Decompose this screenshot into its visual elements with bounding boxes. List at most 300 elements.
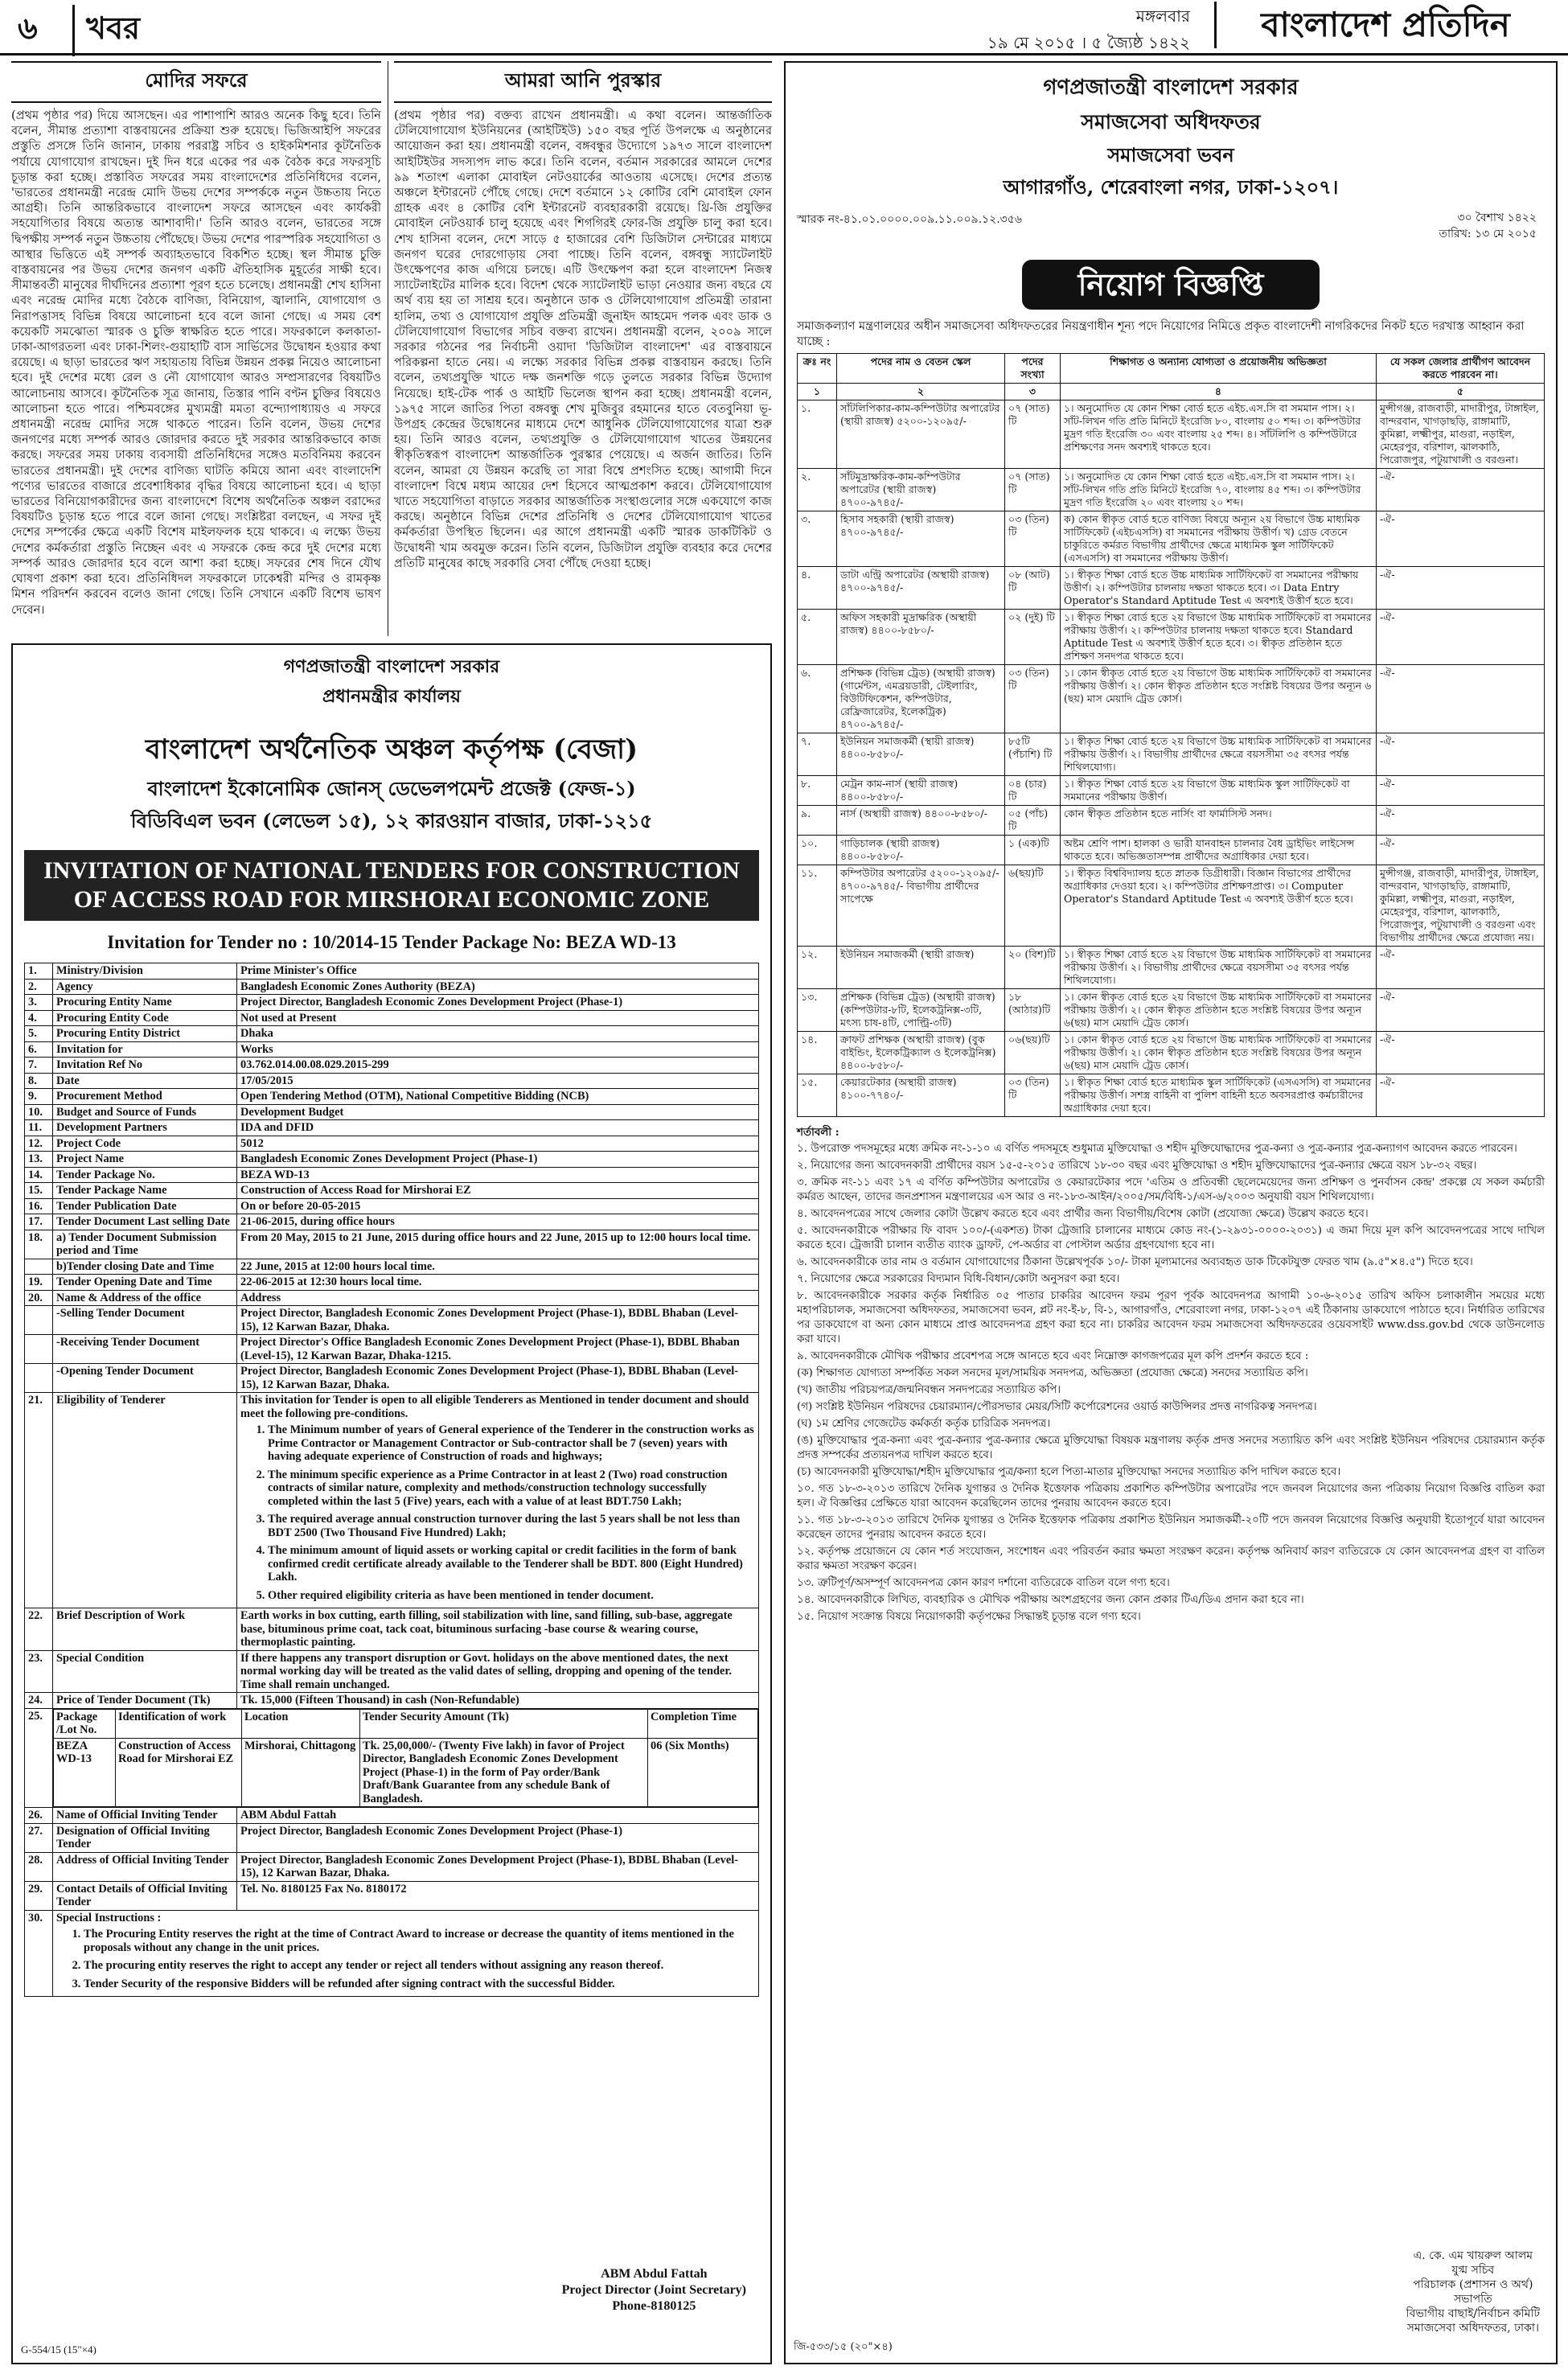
row-value: Works (237, 1041, 759, 1058)
row-value: Project Director's Office Bangladesh Economic Zones Development Project (Phase-1), BDBL Bhaban (Level-15), 12 Karwan Bazar, Dhaka-1215. (237, 1335, 759, 1364)
special-instruction: 1. The Procuring Entity reserves the right at the time of Contract Award to increase or decrease the quantity of items mentioned in the proposals without any change in the unit prices. (84, 1928, 755, 1954)
eligibility-conditions (268, 1423, 755, 1602)
vacancy-cell-post: প্রশিক্ষক (বিভিন্ন ট্রেড) (অস্থায়ী রাজস্ব) (কম্পিউটার-৮টি, ইলেকট্রনিক্স-৩টি, মৎস্য চাষ-৪টি, পোল্ট্রি-৩টি) (837, 989, 1005, 1032)
row-number: 3. (25, 995, 53, 1011)
tender-project: বাংলাদেশ ইকোনোমিক জোনস্ ডেভেলপমেন্ট প্রজেক্ট (ফেজ-১) (147, 777, 636, 800)
row-number: 27. (25, 1823, 53, 1852)
notice-terms (797, 1125, 1545, 1624)
signature-line: যুগ্ম সচিব (1451, 2264, 1495, 2277)
row-value: Construction of Access Road for Mirshorai EZ (237, 1183, 759, 1199)
table-row (25, 1089, 759, 1105)
row-number: 8. (25, 1073, 53, 1089)
eligibility-condition: 3. The required average annual construction turnover during the last 5 years shall be not less than BDT 2500 (Two Thousand Five Hundred) Lakh; (268, 1513, 755, 1539)
header-day: মঙ্গলবার (1135, 6, 1190, 26)
vacancy-cell-dist: -ঐ- (1377, 567, 1545, 610)
term-item: ১৫. নিয়োগ সংক্রান্ত বিষয়ে নিয়োগকারী কর্তৃপক্ষের সিদ্ধান্তই চূড়ান্ত বলে গণ্য হবে। (797, 1611, 1141, 1623)
term-item: ৬. আবেদনকারীকে তার নাম ও বর্তমান যোগাযোগের ঠিকানা উল্লেখপূর্বক ১০/- টাকা মূল্যমানের অব্যবহৃত ডাক টিকেটযুক্ত ফেরত খাম (৯.৫"×৪.৫") দিতে হবে। (797, 1256, 1473, 1268)
vacancy-cell-n: ১১. (798, 865, 837, 947)
article-modi (11, 61, 381, 636)
term-item: ১১. গত ১৮-৩-২০১৩ তারিখে দৈনিক যুগান্তর ও দৈনিক ইত্তেফাক পত্রিকায় প্রকাশিত ইউনিয়ন সমাজকর্মী-২০টি পদে জনবল নিয়োগের বিজ্ঞপ্তি অনুযায়ী ইতোপূর্বে যারা আবেদন করেছেন তাদের পুনরায় আবেদন করতে হবে। (797, 1514, 1545, 1541)
row-value: Project Director, Bangladesh Economic Zones Development Project (Phase-1), BDBL Bhaban (Level-15), 12 Karwan Bazar, Dhaka. (237, 1306, 759, 1335)
term-item: (খ) জাতীয় পরিচয়পত্র/জন্মনিবন্ধন সনদপত্রের সত্যায়িত কপি। (797, 1384, 1061, 1396)
vacancy-cell-qual: ১। অনুমোদিত যে কোন শিক্ষা বোর্ড হতে এইচ.এস.সি বা সমমান পাস। ২। সাঁট-লিখন গতি প্রতি মিনিটে ইংরেজি ৭০, বাংলায় ৪৫ শব্দ। ৩। কম্পিউটার মুদ্রণ গতি ইংরেজি ২০ এবং বাংলায় ২০ শব্দ। (1061, 469, 1377, 511)
article-title: আমরা আনি পুরস্কার (394, 61, 772, 103)
term-item: ৪. আবেদনপত্রের সাথে জেলার কোটা উল্লেখ করতে হবে এবং প্রার্থীর জন্য বিভাগীয়/বিশেষ কোটা (প্রযোজ্য ক্ষেত্রে) উল্লেখ করতে হবে। (797, 1208, 1369, 1220)
row-label: Budget and Source of Funds (53, 1104, 237, 1120)
table-row: 30. Special Instructions : 1. The Procuring Entity reserves the right at the time of Contract Award to increase or decrease the quantity of items mentioned in the proposals without any change in the unit prices. 2. The procuring entity reserves the right to accept any tender or reject all tenders without assigning any reason thereof. 3. Tender Security of the responsive Bidders will be refunded after signing contract with the successful Bidder. (25, 1910, 759, 1997)
vacancy-cell-dist: -ঐ- (1377, 511, 1545, 567)
row-number: 11. (25, 1120, 53, 1136)
term-item: ১০. গত ১৮-৩-২০১৩ তারিখে দৈনিক যুগান্তর ও দৈনিক ইত্তেফাক পত্রিকায় প্রকাশিত কম্পিউটার অপারেটর পদে জনবল নিয়োগের জন্য পত্রিকায় নিয়োগ বিজ্ঞপ্তি বাতিল করা হল। ঐ বিজ্ঞপ্তির প্রেক্ষিতে যারা আবেদন করেছিলেন তাদের পুনরায় আবেদন করতে হবে। (797, 1483, 1545, 1509)
vacancy-cell-qual: অষ্টম শ্রেণি পাশ। হালকা ও ভারী যানবাহন চালনার বৈধ ড্রাইভিং লাইসেন্স থাকতে হবে। অভিজ্ঞতাসম্পন্ন প্রার্থীদের অগ্রাধিকার দেয়া হবে। (1061, 836, 1377, 865)
signature-line: সমাজসেবা অধিদফতর, ঢাকা। (1406, 2322, 1539, 2335)
row-label: b)Tender closing Date and Time (53, 1259, 237, 1275)
term-item: ১৩. ত্রুটিপূর্ণ/অসম্পূর্ণ আবেদনপত্র কোন কারণ দর্শানো ব্যতিরেকে বাতিল বলে গণ্য হবে। (797, 1577, 1170, 1589)
notice-intro: সমাজকল্যাণ মন্ত্রণালয়ের অধীন সমাজসেবা অধিদফতরের নিয়ন্ত্রণাধীন শূন্য পদে নিয়োগের নিমিত্তে প্রকৃত বাংলাদেশী নাগরিকদের নিকট হতে দরখাস্ত আহ্বান করা যাচ্ছে : (797, 320, 1525, 348)
row-label: Invitation for (53, 1041, 237, 1058)
row-label: Name & Address of the office (53, 1290, 237, 1306)
table-row (25, 1808, 759, 1824)
row-label: -Receiving Tender Document (53, 1335, 237, 1364)
row-number: 6. (25, 1041, 53, 1058)
table-row (798, 469, 1545, 511)
vacancy-cell-qual: ১। স্বীকৃত বিশ্ববিদ্যালয় হতে স্নাতক ডিগ্রীধারী। বিজ্ঞান বিভাগের প্রার্থীদের অগ্রাধিকার দেওয়া হবে। ২। কম্পিউটার প্রশিক্ষণপ্রাপ্ত। ৩। Computer Operator's Standard Aptitude Test এ অবশ্যই উত্তীর্ণ হতে হবে। (1061, 865, 1377, 947)
vacancy-cell-n: ১৩. (798, 989, 837, 1032)
table-row (25, 1058, 759, 1074)
vacancy-cell-post: কেয়ারটেকার (অস্থায়ী রাজস্ব) ৪১০০-৭৭৪০/- (837, 1074, 1005, 1117)
row-label: -Selling Tender Document (53, 1306, 237, 1335)
column-header: পদের নাম ও বেতন স্কেল (837, 354, 1005, 384)
tender-agency: বাংলাদেশ অর্থনৈতিক অঞ্চল কর্তৃপক্ষ (বেজা) (145, 733, 638, 766)
vacancy-cell-dist: মুন্সীগঞ্জ, রাজবাড়ী, মাদারীপুর, টাঙ্গাইল, বান্দরবান, খাগড়াছড়ি, রাঙ্গামাটি, কুমিল্লা, লক্ষ্মীপুর, মাগুরা, নড়াইল, মেহেরপুর, বরিশাল, ঝালকাঠি, পিরোজপুর, পটুয়াখালী ও বরগুনা এবং বিভাগীয় প্রার্থীদের ক্ষেত্রে প্রযোজ্য নয়। (1377, 865, 1545, 947)
table-row (25, 979, 759, 995)
row-number: 5. (25, 1026, 53, 1042)
column-header: শিক্ষাগত ও অন্যান্য যোগ্যতা ও প্রয়োজনীয় অভিজ্ঞতা (1061, 354, 1377, 384)
row-value: BEZA WD-13 (237, 1167, 759, 1183)
tender-invitation-line: Invitation for Tender no : 10/2014-15 Tender Package No: BEZA WD-13 (107, 932, 676, 952)
term-item: ২. নিয়োগের জন্য আবেদনকারী প্রার্থীদের বয়স ১৫-৫-২০১৫ তারিখে ১৮-৩০ বছর এবং মুক্তিযোদ্ধা ও শহীদ মুক্তিযোদ্ধাদের পুত্র-কন্যার ক্ষেত্রে বয়স ১৮-৩২ বছর। (797, 1160, 1477, 1172)
tender-table (24, 963, 759, 1997)
pkg-header: Identification of work (116, 1709, 242, 1738)
term-item: ৯. আবেদনকারীকে মৌখিক পরীক্ষার প্রবেশপত্র সঙ্গে আনতে হবে এবং নিম্নোক্ত কাগজপত্রের মূল কপি প্রদর্শন করতে হবে : (797, 1350, 1309, 1362)
vacancy-cell-dist: -ঐ- (1377, 665, 1545, 733)
pkg-cell: BEZA WD-13 (54, 1738, 116, 1807)
table-row (25, 995, 759, 1011)
signatory-phone: Phone-8180125 (612, 2299, 696, 2313)
table-row (25, 1136, 759, 1152)
table-row (798, 400, 1545, 469)
table-row (798, 511, 1545, 567)
article-body: (প্রথম পৃষ্ঠার পর) বক্তব্য রাখেন প্রধানমন্ত্রী। এ কথা বলেন। আন্তর্জাতিক টেলিযোগাযোগ ইউনিয়নের (আইটিইউ) ১৫০ বছর পূর্তি উপলক্ষে এ অনুষ্ঠানের আয়োজন করা হয়। প্রধানমন্ত্রী বলেন, বঙ্গবন্ধুর উদ্যোগে ১৯৭৩ সালে বাংলাদেশ আইটিইউর সদস্যপদ লাভ করে। তিনি বলেন, বর্তমান সরকারের আমলে দেশের ৯৯ শতাংশ এলাকা মোবাইল নেটওয়ার্কের আওতায় এসেছে। দেশের প্রত্যন্ত অঞ্চলে ইন্টারনেট পৌঁছে গেছে। দেশে বর্তমানে ১২ কোটির বেশি মোবাইল ফোন গ্রাহক এবং ৪ কোটির বেশি ইন্টারনেট ব্যবহারকারী রয়েছে। থ্রি-জি প্রযুক্তির মোবাইল নেটওয়ার্ক চালু হয়েছে এবং শিগগিরই ফোর-জি প্রযুক্তি চালু করা হবে। শেখ হাসিনা বলেন, দেশে সাড়ে ৫ হাজারের বেশি ডিজিটাল সেন্টারের মাধ্যমে জনগণ ঘরের দোরগোড়ায় সেবা পাচ্ছে। তিনি বলেন, বঙ্গবন্ধু স্যাটেলাইট উৎক্ষেপণের কাজ এগিয়ে চলছে। এটি উৎক্ষেপণ করা হলে বাংলাদেশ নিজস্ব স্যাটেলাইটের মালিক হবে। বিদেশ থেকে স্যাটেলাইট ভাড়া নেওয়ার জন্য বছরে যে অর্থ ব্যয় হয় তা সাশ্রয় হবে। অনুষ্ঠানে ডাক ও টেলিযোগাযোগ প্রতিমন্ত্রী তারানা হালিম, তথ্য ও যোগাযোগ প্রযুক্তি প্রতিমন্ত্রী জুনাইদ আহমেদ পলক এবং ডাক ও টেলিযোগাযোগ বিভাগের সচিব বক্তব্য রাখেন। প্রধানমন্ত্রী বলেন, ২০০৯ সালে সরকার গঠনের পর নির্বাচনী ওয়াদা 'ডিজিটাল বাংলাদেশ' এর বাস্তবায়নে পরিকল্পনা হাতে নেয়। এ লক্ষ্যে সরকার বিভিন্ন প্রকল্প বাস্তবায়ন করছে। তিনি বলেন, তথ্যপ্রযুক্তি খাতে দক্ষ জনশক্তি গড়ে তুলতে সরকার বিভিন্ন উদ্যোগ নিয়েছে। হাই-টেক পার্ক ও আইটি ভিলেজ স্থাপন করা হচ্ছে। প্রধানমন্ত্রী বলেন, ১৯৭৫ সালে জাতির পিতা বঙ্গবন্ধু শেখ মুজিবুর রহমানের হাতে বেতবুনিয়া ভূ-উপগ্রহ কেন্দ্রের উদ্বোধনের মাধ্যমে দেশে আধুনিক টেলিযোগাযোগের যাত্রা শুরু হয়। তিনি আরও বলেন, তথ্যপ্রযুক্তি ও টেলিযোগাযোগ খাতের উন্নয়নের স্বীকৃতিস্বরূপ বাংলাদেশ আন্তর্জাতিক পুরস্কার পেয়েছে। এ অর্জন জাতির। তিনি বলেন, আমরা যে উন্নয়ন করেছি তা সারা বিশ্বে প্রশংসিত হচ্ছে। আগামী দিনে বাংলাদেশ বিশ্বে মধ্যম আয়ের দেশ হিসেবে আত্মপ্রকাশ করবে। টেলিযোগাযোগ খাতে সহযোগিতা বাড়াতে সরকার আন্তর্জাতিক সংস্থাগুলোর সঙ্গে একযোগে কাজ করছে। অনুষ্ঠানে বিভিন্ন দেশের প্রতিনিধি ও দেশের টেলিযোগাযোগ খাতের কর্মকর্তারা উপস্থিত ছিলেন। এর আগে প্রধানমন্ত্রী একটি স্মারক ডাকটিকিট ও উদ্বোধনী খাম অবমুক্ত করেন। তিনি বলেন, ডিজিটাল প্রযুক্তি ব্যবহার করে দেশের প্রতিটি মানুষের কাছে সরকারি সেবা পৌঁছে দেওয়া হচ্ছে। (394, 109, 772, 570)
vacancy-cell-qual: ১। কোন স্বীকৃত বোর্ড হতে ২য় বিভাগে উচ্চ মাধ্যমিক সার্টিফিকেট বা সমমানের পরীক্ষায় উত্তীর্ণ। ২। কোন স্বীকৃত প্রতিষ্ঠান হতে সংশ্লিষ্ট বিষয়ের উপর অন্যূন ৬(ছয়) মাস মেয়াদি ট্রেড কোর্স। (1061, 989, 1377, 1032)
column-header: যে সকল জেলার প্রার্থীগণ আবেদন করতে পারবেন না। (1377, 354, 1545, 384)
vacancy-cell-count: ০৭ (সাত) টি (1005, 469, 1061, 511)
row-number: 15. (25, 1183, 53, 1199)
tender-office: প্রধানমন্ত্রীর কার্যালয় (322, 686, 461, 707)
row-value: Project Director, Bangladesh Economic Zones Development Project (Phase-1), BDBL Bhaban (Level-15), 12 Karwan Bazar, Dhaka. (237, 1364, 759, 1393)
table-row: 21. Eligibility of Tenderer This invitation for Tender is open to all eligible Tenderers as Mentioned in tender document and should meet the following pre-conditions. 1. The Minimum number of years of General experience of the Tenderer in the construction works as Prime Contractor or Management Contractor or Sub-contractor shall be 7 (seven) years with having adequate experience of Construction of roads and highways; 2. The minimum specific experience as a Prime Contractor in at least 2 (Two) road construction contracts of similar nature, complexity and methods/construction technology successfully completed within the last 5 (Five) years, each with a value of at least BDT.750 Lakh; 3. The required average annual construction turnover during the last 5 years shall be not less than BDT 2500 (Two Thousand Five Hundred) Lakh; 4. The minimum amount of liquid assets or working capital or credit facilities in the form of bank confirmed credit certificate already available to the Tenderer shall be BDT. 800 (Eight Hundred) Lakh. 5. Other required eligibility criteria as have been mentioned in tender document. (25, 1393, 759, 1608)
row-label: Special Condition (53, 1650, 237, 1693)
vacancy-cell-count: ০৩ (তিন) টি (1005, 1074, 1061, 1117)
table-row (25, 1120, 759, 1136)
table-row (25, 1364, 759, 1393)
vacancy-cell-count: ০৩ (তিন) টি (1005, 511, 1061, 567)
vacancy-cell-post: ডাটা এন্ট্রি অপারেটর (অস্থায়ী রাজস্ব) ৪৭০০-৯৭৪৫/- (837, 567, 1005, 610)
term-item: (চ) আবেদনকারী মুক্তিযোদ্ধা/শহীদ মুক্তিযোদ্ধার পুত্র/কন্যা হলে পিতা-মাতার মুক্তিযোদ্ধা সনদের সত্যায়িত কপি দাখিল করতে হবে। (797, 1466, 1341, 1478)
notice-address: আগারগাঁও, শেরেবাংলা নগর, ঢাকা-১২০৭। (1003, 175, 1339, 199)
pkg-header: Location (242, 1709, 360, 1738)
term-item: (ঘ) ১ম শ্রেণির গেজেটেড কর্মকর্তা কর্তৃক চারিত্রিক সনদপত্র। (797, 1418, 1051, 1430)
vacancy-cell-qual: ১। কোন স্বীকৃত বোর্ড হতে ২য় বিভাগে উচ্চ মাধ্যমিক সার্টিফিকেট বা সমমানের পরীক্ষায় উত্তীর্ণ। ২। কোন স্বীকৃত প্রতিষ্ঠান হতে সংশ্লিষ্ট বিষয়ের উপর অন্যূন ৬(ছয়) মাস মেয়াদি ট্রেড কোর্স। (1061, 1032, 1377, 1074)
row-label: Ministry/Division (53, 963, 237, 980)
row-number: 16. (25, 1198, 53, 1214)
vacancy-cell-n: ৯. (798, 806, 837, 836)
ad-code: G-554/15 (15"×4) (21, 2343, 96, 2356)
pkg-cell: Construction of Access Road for Mirshorai EZ (116, 1738, 242, 1807)
table-row (25, 963, 759, 980)
vacancy-cell-dist: -ঐ- (1377, 776, 1545, 806)
row-number: 13. (25, 1152, 53, 1168)
row-number: 18. (25, 1230, 53, 1259)
terms-label: শর্তাবলী : (797, 1126, 839, 1139)
row-label: Name of Official Inviting Tender (53, 1808, 237, 1824)
row-label: Brief Description of Work (53, 1608, 237, 1651)
vacancy-cell-post: কম্পিউটার অপারেটর ৫২০০-১২০৯৫/- ৪৭০০-৯৭৪৫/- বিভাগীয় প্রার্থীদের সাপেক্ষে (837, 865, 1005, 947)
eligibility-condition: 1. The Minimum number of years of General experience of the Tenderer in the construction works as Prime Contractor or Management Contractor or Sub-contractor shall be 7 (seven) years with having adequate experience of Construction of roads and highways; (268, 1423, 755, 1464)
vacancy-cell-post: নার্স (অস্থায়ী রাজস্ব) ৪৪০০-৮৫৮০/- (837, 806, 1005, 836)
vacancy-cell-qual: ১। কোন স্বীকৃত বোর্ড হতে ২য় বিভাগে উচ্চ মাধ্যমিক সার্টিফিকেট বা সমমানের পরীক্ষায় উত্তীর্ণ। ২। কোন স্বীকৃত প্রতিষ্ঠান হতে সংশ্লিষ্ট বিষয়ের উপর অন্যূন ৬ (ছয়) মাস মেয়াদি ট্রেড কোর্স। (1061, 665, 1377, 733)
vacancy-cell-dist: -ঐ- (1377, 1032, 1545, 1074)
table-row (25, 1104, 759, 1120)
vacancy-cell-n: ১৪. (798, 1032, 837, 1074)
eligibility-condition: 5. Other required eligibility criteria as have been mentioned in tender document. (268, 1589, 755, 1603)
table-row (25, 1230, 759, 1259)
table-row (798, 567, 1545, 610)
term-item: ১২. কর্তৃপক্ষ প্রয়োজনে যে কোন শর্ত সংযোজন, সংশোধন এবং পরিবর্তন করার ক্ষমতা সংরক্ষণ করেন। কর্তৃপক্ষ অনিবার্য কারণ ব্যতিরেকে যে কোন আবেদনপত্র গ্রহণ বা বাতিল করার ক্ষমতা সংরক্ষণ করেন। (797, 1546, 1545, 1572)
table-row (798, 776, 1545, 806)
vacancy-cell-dist: -ঐ- (1377, 610, 1545, 665)
row-number: 1. (25, 963, 53, 980)
table-row: 25. Package /Lot No. Identification of work Location Tender Security Amount (Tk) Completion Time BEZA WD-13 Construction of Access Road for Mirshorai EZ Mirshorai, Chittagong Tk. 25,00,000/- (Twenty Five lakh) in favor of Project Director, Bangladesh Economic Zones Development Project (Phase-1) in the form of Pay order/Bank Draft/Bank Guarantee from any schedule Bank of Bangladesh. 06 (Six Months) (25, 1708, 759, 1808)
table-row (25, 1275, 759, 1291)
table-row (798, 947, 1545, 989)
recruitment-notice (784, 61, 1558, 2364)
row-label: Address of Official Inviting Tender (53, 1852, 237, 1881)
table-row (798, 836, 1545, 865)
vacancy-cell-n: ৮. (798, 776, 837, 806)
table-row (25, 1259, 759, 1275)
vacancy-cell-dist: -ঐ- (1377, 806, 1545, 836)
row-number: 2. (25, 979, 53, 995)
row-value: Bangladesh Economic Zones Development Project (Phase-1) (237, 1152, 759, 1168)
row-value: 5012 (237, 1136, 759, 1152)
tender-signature (562, 2266, 746, 2314)
vacancy-cell-post: হিসাব সহকারী (স্থায়ী রাজস্ব) ৪৭০০-৯৭৪৫/- (837, 511, 1005, 567)
masthead-logo: বাংলাদেশ প্রতিদিন (1214, 2, 1554, 48)
eligibility-condition: 2. The minimum specific experience as a Prime Contractor in at least 2 (Two) road construction contracts of similar nature, complexity and methods/construction technology successfully completed within the last 5 (Five) years, each with a value of at least BDT.750 Lakh; (268, 1468, 755, 1509)
row-value: Project Director, Bangladesh Economic Zones Development Project (Phase-1), BDBL Bhaban (Level-15), 12 Karwan Bazar, Dhaka. (237, 1852, 759, 1881)
vacancy-cell-dist: -ঐ- (1377, 836, 1545, 865)
vacancy-cell-post: সাঁটলিপিকার-কাম-কম্পিউটার অপারেটর (স্থায়ী রাজস্ব) ৫২০০-১২০৯৫/- (837, 400, 1005, 469)
row-label: Agency (53, 979, 237, 995)
row-value: Bangladesh Economic Zones Authority (BEZA) (237, 979, 759, 995)
row-label: -Opening Tender Document (53, 1364, 237, 1393)
row-number: 22. (25, 1608, 53, 1651)
row-label: Tender Opening Date and Time (53, 1275, 237, 1291)
header-date-line: ১৯ মে ২০১৫ । ৫ জ্যৈষ্ঠ ১৪২২ (987, 33, 1190, 52)
article-body: (প্রথম পৃষ্ঠার পর) দিয়ে আসছেন। এর পাশাপাশি আরও অনেক কিছু হবে। তিনি বলেন, সীমান্ত প্রত্যাশা বাস্তবায়নের প্রক্রিয়া শুরু হয়েছে। ভিজিআইপি সফরের প্রস্তুতি প্রসঙ্গে তিনি জানান, ঢাকায় পররাষ্ট্র সচিব ও হাইকমিশনার কূটনৈতিক পর্যায়ে যোগাযোগ রাখছেন। দুই দিন ধরে একের পর এক বৈঠক করে সফরসূচি চূড়ান্ত করা হচ্ছে। প্রস্তাবিত সফরের সময় বাংলাদেশের প্রতিনিধিদের বলেন, 'ভারতের প্রধানমন্ত্রী নরেন্দ্র মোদি উভয় দেশের সম্পর্ককে নতুন উচ্চতায় নিতে আগ্রহী। তিনি আন্তরিকভাবে বাংলাদেশ সফরে আসছেন এবং কার্যকরী সহযোগিতার বিষয়ে অত্যন্ত আশাবাদী।' তিনি আরও বলেন, ভারতের সঙ্গে দ্বিপক্ষীয় সম্পর্ক নতুন উচ্চতায় পৌঁছেছে। উভয় দেশের পারস্পরিক সহযোগিতা ও আস্থার ভিত্তিতে এই সম্পর্ক অব্যাহতভাবে বিকশিত হচ্ছে। স্থল সীমান্ত চুক্তি বাস্তবায়নের পর উভয় দেশের জনগণ একটি ঐতিহাসিক মুহূর্তের সাক্ষী হবে। সীমান্তবর্তী মানুষের দীর্ঘদিনের প্রত্যাশা পূরণ হতে চলেছে। প্রধানমন্ত্রী শেখ হাসিনা এবং নরেন্দ্র মোদির মধ্যে বৈঠকে বাণিজ্য, বিনিয়োগ, জ্বালানি, যোগাযোগ ও নিরাপত্তাসহ বিভিন্ন বিষয়ে আলোচনা হবে বলে জানা গেছে। এ সময় বেশ কয়েকটি সমঝোতা স্মারক ও চুক্তি স্বাক্ষরিত হতে পারে। সফরকালে কলকাতা-ঢাকা-আগরতলা এবং ঢাকা-শিলং-গুয়াহাটি বাস সার্ভিসের উদ্বোধন হওয়ার কথা রয়েছে। এ ছাড়া ভারতের ঋণ সহায়তায় বিভিন্ন উন্নয়ন প্রকল্প নিয়েও আলোচনা হবে। দুই দেশের মধ্যে রেল ও নৌ যোগাযোগ আরও সম্প্রসারণের বিষয়টিও আলোচনায় আসবে। কূটনৈতিক সূত্র জানায়, তিস্তার পানি বণ্টন চুক্তির বিষয়েও আলোচনা হতে পারে। পশ্চিমবঙ্গের মুখ্যমন্ত্রী মমতা বন্দ্যোপাধ্যায়ও এ সফরে প্রধানমন্ত্রী নরেন্দ্র মোদির সঙ্গে থাকতে পারেন। তিনি বলেন, উভয় দেশের জনগণের মধ্যে সম্পর্ক আরও জোরদার করতে দুই সরকার আন্তরিকভাবে কাজ করছে। সফরের সময় ঢাকায় ব্যবসায়ী প্রতিনিধিদের সঙ্গেও মতবিনিময় করবেন ভারতের প্রধানমন্ত্রী। দুই দেশের বাণিজ্য ঘাটতি কমিয়ে আনা এবং বাংলাদেশি পণ্যের ভারতের বাজারে প্রবেশাধিকার বৃদ্ধির বিষয়ে আলোচনা হবে। এ ছাড়া ভারতের বিনিয়োগকারীদের জন্য বাংলাদেশে বিশেষ অর্থনৈতিক অঞ্চল বরাদ্দের বিষয়টিও চূড়ান্ত হতে পারে বলে জানা গেছে। সংশ্লিষ্টরা বলছেন, এ সফর দুই দেশের সম্পর্কের ক্ষেত্রে একটি বিশেষ মাইলফলক হয়ে থাকবে। এ লক্ষ্যে উভয় দেশের কর্মকর্তারা প্রস্তুতি নিচ্ছেন এবং এ সফরকে কেন্দ্র করে দুই দেশের মধ্যে সম্পর্ক আরও জোরদার হবে বলে আশা করা হচ্ছে। সফরের শেষ দিনে যৌথ ঘোষণা প্রকাশ করা হবে। প্রতিনিধিদল সফরকালে ঢাকেশ্বরী মন্দির ও রামকৃষ্ণ মিশন পরিদর্শন করবেন বলেও জানা গেছে। তিনি সেখানে একটি বিশেষ ভাষণ দেবেন। (11, 109, 381, 617)
table-row (25, 1010, 759, 1026)
row-label: Procuring Entity Name (53, 995, 237, 1011)
row-label: Tender Publication Date (53, 1198, 237, 1214)
row-number (25, 1306, 53, 1335)
row-label: Procurement Method (53, 1089, 237, 1105)
memo-date: তারিখ: ১৩ মে ২০১৫ (1439, 228, 1537, 240)
vacancy-table (797, 353, 1545, 1117)
row-number: 23. (25, 1650, 53, 1693)
table-row (25, 1183, 759, 1199)
vacancy-cell-qual: ১। অনুমোদিত যে কোন শিক্ষা বোর্ড হতে এইচ.এস.সি বা সমমান পাস। ২। সাঁট-লিখন গতি প্রতি মিনিটে ইংরেজি ৮০, বাংলায় ৫০ শব্দ। ৩। কম্পিউটার মুদ্রণ গতি ইংরেজি ৩০ এবং বাংলায় ২৫ শব্দ। ৪। সাঁটলিপি ও কম্পিউটারে প্রশিক্ষণের সনদ অবশ্যই থাকতে হবে। (1061, 400, 1377, 469)
special-label: Special Instructions : (56, 1911, 162, 1924)
vacancy-cell-qual: ১। স্বীকৃত শিক্ষা বোর্ড হতে ২য় বিভাগে উচ্চ মাধ্যমিক সার্টিফিকেট বা সমমানের পরীক্ষায় উত্তীর্ণ। ২। বিভাগীয় প্রার্থীদের ক্ষেত্রে বয়সসীমা ৩৫ বৎসর পর্যন্ত শিথিলযোগ্য। (1061, 733, 1377, 776)
ad-code: জি-৫৩৩/১৫ (২০"×৪) (794, 2341, 893, 2353)
page-number: ৬ (18, 10, 38, 46)
row-label: Development Partners (53, 1120, 237, 1136)
vacancy-cell-qual: ১। স্বীকৃত শিক্ষা বোর্ড হতে ২য় বিভাগে উচ্চ মাধ্যমিক স্কুল সার্টিফিকেট বা সমমানের পরীক্ষায় উত্তীর্ণ। (1061, 776, 1377, 806)
vacancy-cell-post: মেট্রন কাম-নার্স (স্থায়ী রাজস্ব) ৪৪০০-৮৫৮০/- (837, 776, 1005, 806)
vacancy-cell-post: গাড়িচালক (স্থায়ী রাজস্ব) ৪৪০০-৮৫৮০/- (837, 836, 1005, 865)
table-row (25, 1335, 759, 1364)
column-number: ৫ (1377, 384, 1545, 400)
row-value: On or before 20-05-2015 (237, 1198, 759, 1214)
table-row (798, 733, 1545, 776)
pkg-header: Package /Lot No. (54, 1709, 116, 1738)
row-label: Procuring Entity District (53, 1026, 237, 1042)
table-row (25, 1152, 759, 1168)
vacancy-cell-post: ক্রাফট প্রশিক্ষক (অস্থায়ী রাজস্ব) (বুক বাইন্ডিং, ইলেকট্রিক্যাল ও ইলেকট্রনিক্স) ৪৪০০-৮৫৮০/- (837, 1032, 1005, 1074)
row-label: Tender Package Name (53, 1183, 237, 1199)
row-value: Earth works in box cutting, earth filling, soil stabilization with line, sand filling, sub-base, aggregate base, bituminous prime coat, tack coat, bituminous surfacing -base course & wearing course, thermoplastic painting. (237, 1608, 759, 1651)
vacancy-cell-count: ০২ (দুই) টি (1005, 610, 1061, 665)
row-number: 17. (25, 1214, 53, 1230)
vacancy-cell-count: ০৩ (তিন) টি (1005, 665, 1061, 733)
vacancy-cell-n: ১২. (798, 947, 837, 989)
notice-memo (797, 210, 1545, 245)
header-date (949, 5, 1190, 58)
vacancy-cell-dist: -ঐ- (1377, 733, 1545, 776)
column-number: ৩ (1005, 384, 1061, 400)
vacancy-cell-count: ০৬(ছয়)টি (1005, 1032, 1061, 1074)
row-number (25, 1364, 53, 1393)
vacancy-cell-n: ৫. (798, 610, 837, 665)
row-value: Open Tendering Method (OTM), National Competitive Bidding (NCB) (237, 1089, 759, 1105)
vacancy-cell-post: সাঁটমুদ্রাক্ষরিক-কাম-কম্পিউটার অপারেটর (স্থায়ী রাজস্ব) ৪৭০০-৯৭৪৫/- (837, 469, 1005, 511)
vacancy-cell-qual: কোন স্বীকৃত প্রতিষ্ঠান হতে নার্সিং বা ফার্মাসিস্ট সনদ। (1061, 806, 1377, 836)
vacancy-cell-n: ৬. (798, 665, 837, 733)
table-row (25, 1041, 759, 1058)
row-value: Project Director, Bangladesh Economic Zones Development Project (Phase-1) (237, 995, 759, 1011)
memo-date-bangla: ৩০ বৈশাখ ১৪২২ (1457, 212, 1537, 224)
pkg-cell: Mirshorai, Chittagong (242, 1738, 360, 1807)
term-item: ৮. আবেদনকারীকে সরকার কর্তৃক নির্ধারিত ০৫ পাতার চাকরির আবেদন ফরম পূরণ পূর্বক আবেদনপত্র আগামী ১০-৬-২০১৫ তারিখ অফিস চলাকালীন সময়ের মধ্যে মহাপরিচালক, সমাজসেবা অধিদফতর, সমাজসেবা ভবন, প্লট নং-ই-৮, বি-১, আগারগাঁও, শেরেবাংলা নগর, ঢাকা-১২০৭ এই ঠিকানায় ডাকযোগে পাঠাতে হবে। নির্ধারিত তারিখের পর ডাকযোগে বা অন্য কোন মাধ্যমে প্রাপ্ত আবেদনপত্র গ্রহণ করা হবে না। চাকরির আবেদন ফরম সমাজসেবা অধিদফতরের ওয়েবসাইট www.dss.gov.bd থেকে ডাউনলোড করা যাবে। (797, 1290, 1545, 1345)
special-instruction: 3. Tender Security of the responsive Bidders will be refunded after signing contract with the successful Bidder. (84, 1978, 755, 1991)
table-row (25, 1198, 759, 1214)
pkg-cell: Tk. 25,00,000/- (Twenty Five lakh) in favor of Project Director, Bangladesh Economic Zones Development Project (Phase-1) in the form of Pay order/Bank Draft/Bank Guarantee from any schedule Bank of Bangladesh. (360, 1738, 648, 1807)
term-item: ১৪. আবেদনকারীকে লিখিত, ব্যবহারিক ও মৌখিক পরীক্ষায় অংশগ্রহণের জন্য কোন প্রকার টিএ/ডিএ প্রদান করা হবে না। (797, 1594, 1304, 1606)
vacancy-cell-count: ৮৫টি (পঁচাশি) টি (1005, 733, 1061, 776)
table-row (25, 1852, 759, 1881)
pkg-header: Tender Security Amount (Tk) (360, 1709, 648, 1738)
table-row (798, 989, 1545, 1032)
signature-line: এ. কে. এম খায়রুল আলম (1413, 2249, 1533, 2262)
vacancy-cell-post: প্রশিক্ষক (বিভিন্ন ট্রেড) (অস্থায়ী রাজস্ব) (গার্মেন্টস, এমব্রয়ডারী, টেইলারিং, বিউটিফিকেশন, কম্পিউটার, রেফ্রিজারেটর, ইলেকট্রিক) ৪৭০০-৯৭৪৫/- (837, 665, 1005, 733)
table-row (798, 865, 1545, 947)
vacancy-cell-count: ৬(ছয়)টি (1005, 865, 1061, 947)
row-label: Contact Details of Official Inviting Tender (53, 1881, 237, 1910)
pkg-header: Completion Time (648, 1709, 758, 1738)
vacancy-cell-count: ১ (এক)টি (1005, 836, 1061, 865)
row-number: 12. (25, 1136, 53, 1152)
column-header: পদের সংখ্যা (1005, 354, 1061, 384)
table-row (25, 1823, 759, 1852)
vacancy-cell-qual: ১। স্বীকৃত শিক্ষা বোর্ড হতে ২য় বিভাগে উচ্চ মাধ্যমিক সার্টিফিকেট বা সমমানের পরীক্ষায় উত্তীর্ণ। ২। কম্পিউটার চালনায় দক্ষতা থাকতে হবে। Standard Aptitude Test এ অবশ্যই উত্তীর্ণ হতে হবে। ৩। স্বীকৃত প্রতিষ্ঠান হতে প্রশিক্ষণ সনদপত্র থাকতে হবে। (1061, 610, 1377, 665)
term-item: (গ) সংশ্লিষ্ট ইউনিয়ন পরিষদের চেয়ারম্যান/পৌরসভার মেয়র/সিটি কর্পোরেশনের ওয়ার্ড কাউন্সিলর প্রদত্ত নাগরিকত্ব সনদপত্র। (797, 1401, 1317, 1413)
special-instruction: 2. The procuring entity reserves the right to accept any tender or reject all tenders without assigning any reason thereof. (84, 1959, 755, 1973)
table-row (25, 1167, 759, 1183)
row-value: Tk. 15,000 (Fifteen Thousand) in cash (Non-Refundable) (237, 1693, 759, 1709)
pkg-cell: 06 (Six Months) (648, 1738, 758, 1807)
vacancy-cell-n: ৭. (798, 733, 837, 776)
memo-number: স্মারক নং-৪১.০১.০০০০.০০৯.১১.০০৯.১২.৩৫৬ (797, 213, 1022, 226)
vacancy-cell-count: ০৪ (চার) টি (1005, 776, 1061, 806)
vacancy-cell-n: ৩. (798, 511, 837, 567)
table-row (25, 1214, 759, 1230)
package-table (53, 1709, 758, 1808)
signature-line: বিভাগীয় বাছাই/নির্বাচন কমিটি (1406, 2307, 1540, 2320)
vacancy-cell-dist: -ঐ- (1377, 947, 1545, 989)
row-value: Tel. No. 8180125 Fax No. 8180172 (237, 1881, 759, 1910)
row-label: Invitation Ref No (53, 1058, 237, 1074)
row-value: 03.762.014.00.08.029.2015-299 (237, 1058, 759, 1074)
term-item: ৭. নিয়োগের ক্ষেত্রে সরকারের বিদ্যমান বিধি-বিধান/কোটা অনুসরণ করা হবে। (797, 1273, 1120, 1285)
row-label: Date (53, 1073, 237, 1089)
row-number: 10. (25, 1104, 53, 1120)
row-value: Development Budget (237, 1104, 759, 1120)
vacancy-cell-n: ১৫. (798, 1074, 837, 1117)
signatory-name: ABM Abdul Fattah (601, 2267, 708, 2281)
table-row (798, 806, 1545, 836)
row-value: IDA and DFID (237, 1120, 759, 1136)
table-row (25, 1306, 759, 1335)
tender-gov: গণপ্রজাতন্ত্রী বাংলাদেশ সরকার (283, 656, 500, 677)
table-row (798, 1032, 1545, 1074)
row-number: 26. (25, 1808, 53, 1824)
row-value: If there happens any transport disruption or Govt. holidays on the above mentioned dates, the next normal working day will be treated as the valid dates of selling, dropping and opening of the tender. Time shall remain unchanged. (237, 1650, 759, 1693)
row-number: 14. (25, 1167, 53, 1183)
row-number: 24. (25, 1693, 53, 1709)
signatory-designation: Project Director (Joint Secretary) (561, 2283, 746, 2297)
signature-line: সভাপতি (1453, 2293, 1492, 2306)
notice-dept: সমাজসেবা অধিদফতর (1081, 110, 1261, 133)
eligibility-intro: This invitation for Tender is open to all eligible Tenderers as Mentioned in tender document and should meet the following pre-conditions. (240, 1394, 749, 1420)
row-number (25, 1259, 53, 1275)
vacancy-cell-count: ২০ (বিশ)টি (1005, 947, 1061, 989)
signature-line: পরিচালক (প্রশাসন ও অর্থ) (1413, 2278, 1533, 2291)
article-award (394, 61, 772, 636)
vacancy-cell-n: ১০. (798, 836, 837, 865)
term-item: ৩. ক্রমিক নং-১১ এবং ১৭ এ বর্ণিত কম্পিউটার অপারেটর ও কেয়ারটেকার পদে 'এতিম ও প্রতিবন্ধী ছেলেমেয়েদের জন্য প্রশিক্ষণ ও পুনর্বাসন কেন্দ্র' প্রকল্পে যে সকল কর্মচারী কর্মরত আছেন, তাদের জনপ্রশাসন মন্ত্রণালয়ের এস আর ও নং-১৮৩-আইন/২০০৫/সম/বিধি-১/এস-৬/২০০৩ অনুযায়ী বয়স শিথিলযোগ্য। (797, 1177, 1545, 1203)
notice-signature (1406, 2249, 1540, 2335)
row-number: 29. (25, 1881, 53, 1910)
table-row (25, 1026, 759, 1042)
row-number: 19. (25, 1275, 53, 1291)
vacancy-cell-dist: মুন্সীগঞ্জ, রাজবাড়ী, মাদারীপুর, টাঙ্গাইল, বান্দরবান, খাগড়াছড়ি, রাঙ্গামাটি, কুমিল্লা, লক্ষ্মীপুর, মাগুরা, নড়াইল, মেহেরপুর, বরিশাল, ঝালকাঠি, পিরোজপুর, পটুয়াখালী ও বরগুনা। (1377, 400, 1545, 469)
term-item: ১. উপরোক্ত পদসমূহের মধ্যে ক্রমিক নং-১-১০ এ বর্ণিত পদসমূহে শুধুমাত্র মুক্তিযোদ্ধা ও শহীদ মুক্তিযোদ্ধাদের পুত্র-কন্যা ও পুত্র-কন্যার পুত্র-কন্যাগণ আবেদন করতে পারবেন। (797, 1143, 1517, 1155)
vacancy-cell-qual: ১। স্বীকৃত শিক্ষা বোর্ড হতে উচ্চ মাধ্যমিক সার্টিফিকেট বা সমমানের পরীক্ষায় উত্তীর্ণ। ২। কম্পিউটার চালনায় দক্ষতা থাকতে হবে। ৩। Data Entry Operator's Standard Aptitude Test এ অবশ্যই উত্তীর্ণ হতে হবে। (1061, 567, 1377, 610)
row-number: 28. (25, 1852, 53, 1881)
row-value: From 20 May, 2015 to 21 June, 2015 during office hours and 22 June, 2015 up to 12:00 hours local time. (237, 1230, 759, 1259)
row-value: Address (237, 1290, 759, 1306)
row-number: 9. (25, 1089, 53, 1105)
vacancy-cell-qual: ১। স্বীকৃত শিক্ষা বোর্ড হতে মাধ্যমিক স্কুল সার্টিফিকেট (এসএসসি) বা সমমানের পরীক্ষায় উত্তীর্ণ। সশস্ত্র বাহিনী বা পুলিশ বাহিনী হতে অবসরপ্রাপ্ত কর্মচারীদের অগ্রাধিকার দেয়া হবে। (1061, 1074, 1377, 1117)
row-value: Project Director, Bangladesh Economic Zones Development Project (Phase-1) (237, 1823, 759, 1852)
vacancy-cell-count: ০৮ (আট) টি (1005, 567, 1061, 610)
table-row (25, 1073, 759, 1089)
table-row (25, 1693, 759, 1709)
eligibility-label: Eligibility of Tenderer (53, 1393, 237, 1608)
notice-bhaban: সমাজসেবা ভবন (1107, 143, 1234, 166)
vacancy-cell-post: অফিস সহকারী মুদ্রাক্ষরিক (অস্থায়ী রাজস্ব) ৪৪০০-৮৫৮০/- (837, 610, 1005, 665)
tender-banner: INVITATION OF NATIONAL TENDERS FOR CONSTRUCTION OF ACCESS ROAD FOR MIRSHORAI ECONOMIC ZONE (24, 850, 759, 921)
table-row (25, 1290, 759, 1306)
row-value: Prime Minister's Office (237, 963, 759, 980)
vacancy-cell-dist: -ঐ- (1377, 989, 1545, 1032)
row-number: 7. (25, 1058, 53, 1074)
row-label: Price of Tender Document (Tk) (53, 1693, 237, 1709)
eligibility-condition: 4. The minimum amount of liquid assets or working capital or credit facilities in the form of bank confirmed credit certificate already available to the Tenderer shall be BDT. 800 (Eight Hundred) Lakh. (268, 1544, 755, 1584)
row-label: Designation of Official Inviting Tender (53, 1823, 237, 1852)
vacancy-cell-n: ২. (798, 469, 837, 511)
row-label: Tender Document Last selling Date (53, 1214, 237, 1230)
vacancy-cell-n: ১. (798, 400, 837, 469)
notice-banner: নিয়োগ বিজ্ঞপ্তি (1022, 260, 1320, 310)
row-value: 22 June, 2015 at 12:00 hours local time. (237, 1259, 759, 1275)
page-header (0, 0, 1568, 55)
table-row (798, 1074, 1545, 1117)
row-value: 17/05/2015 (237, 1073, 759, 1089)
notice-gov: গণপ্রজাতন্ত্রী বাংলাদেশ সরকার (1043, 76, 1299, 100)
row-value: 21-06-2015, during office hours (237, 1214, 759, 1230)
row-label: Procuring Entity Code (53, 1010, 237, 1026)
row-number (25, 1335, 53, 1364)
vacancy-cell-dist: -ঐ- (1377, 469, 1545, 511)
vacancy-cell-qual: ক) কোন স্বীকৃত বোর্ড হতে বাণিজ্য বিষয়ে অন্যূন ২য় বিভাগে উচ্চ মাধ্যমিক সার্টিফিকেট (এইচএসসি) বা সমমানের পরীক্ষায় উত্তীর্ণ। খ) গ্রেড বেতনে চাকুরিতে কর্মরত বিভাগীয় প্রার্থীদের ক্ষেত্রে মাধ্যমিক স্কুল সার্টিফিকেট (এসএসসি) বা সমমানের পরীক্ষায় উত্তীর্ণ। (1061, 511, 1377, 567)
table-row (25, 1608, 759, 1651)
vacancy-cell-count: ০৫ (পাঁচ) টি (1005, 806, 1061, 836)
vacancy-cell-qual: ১। স্বীকৃত শিক্ষা বোর্ড হতে ২য় বিভাগে উচ্চ মাধ্যমিক সার্টিফিকেট বা সমমানের পরীক্ষায় উত্তীর্ণ। ২। বিভাগীয় প্রার্থীদের ক্ষেত্রে বয়সসীমা ৩৫ বৎসর পর্যন্ত শিথিলযোগ্য। (1061, 947, 1377, 989)
vacancy-cell-dist: -ঐ- (1377, 1074, 1545, 1117)
vacancy-cell-post: ইউনিয়ন সমাজকর্মী (স্থায়ী রাজস্ব) (837, 947, 1005, 989)
row-value: Not used at Present (237, 1010, 759, 1026)
term-item: (ঙ) মুক্তিযোদ্ধার পুত্র-কন্যা এবং পুত্র-কন্যার পুত্র-কন্যার ক্ষেত্রে মুক্তিযোদ্ধা বিষয়ক মন্ত্রণালয় কর্তৃক প্রদত্ত সনদের সত্যায়িত কপি এবং সংশ্লিষ্ট ইউনিয়ন পরিষদের চেয়ারম্যান কর্তৃক প্রদত্ত সম্পর্কের প্রত্যয়নপত্র দাখিল করতে হবে। (797, 1435, 1545, 1461)
section-name: খবর (72, 5, 140, 56)
row-number: 4. (25, 1010, 53, 1026)
row-value: ABM Abdul Fattah (237, 1808, 759, 1824)
row-value: Dhaka (237, 1026, 759, 1042)
column-number: ২ (837, 384, 1005, 400)
tender-address: বিডিবিএল ভবন (লেভেল ১৫), ১২ কারওয়ান বাজার, ঢাকা-১২১৫ (130, 809, 653, 832)
table-row (798, 665, 1545, 733)
